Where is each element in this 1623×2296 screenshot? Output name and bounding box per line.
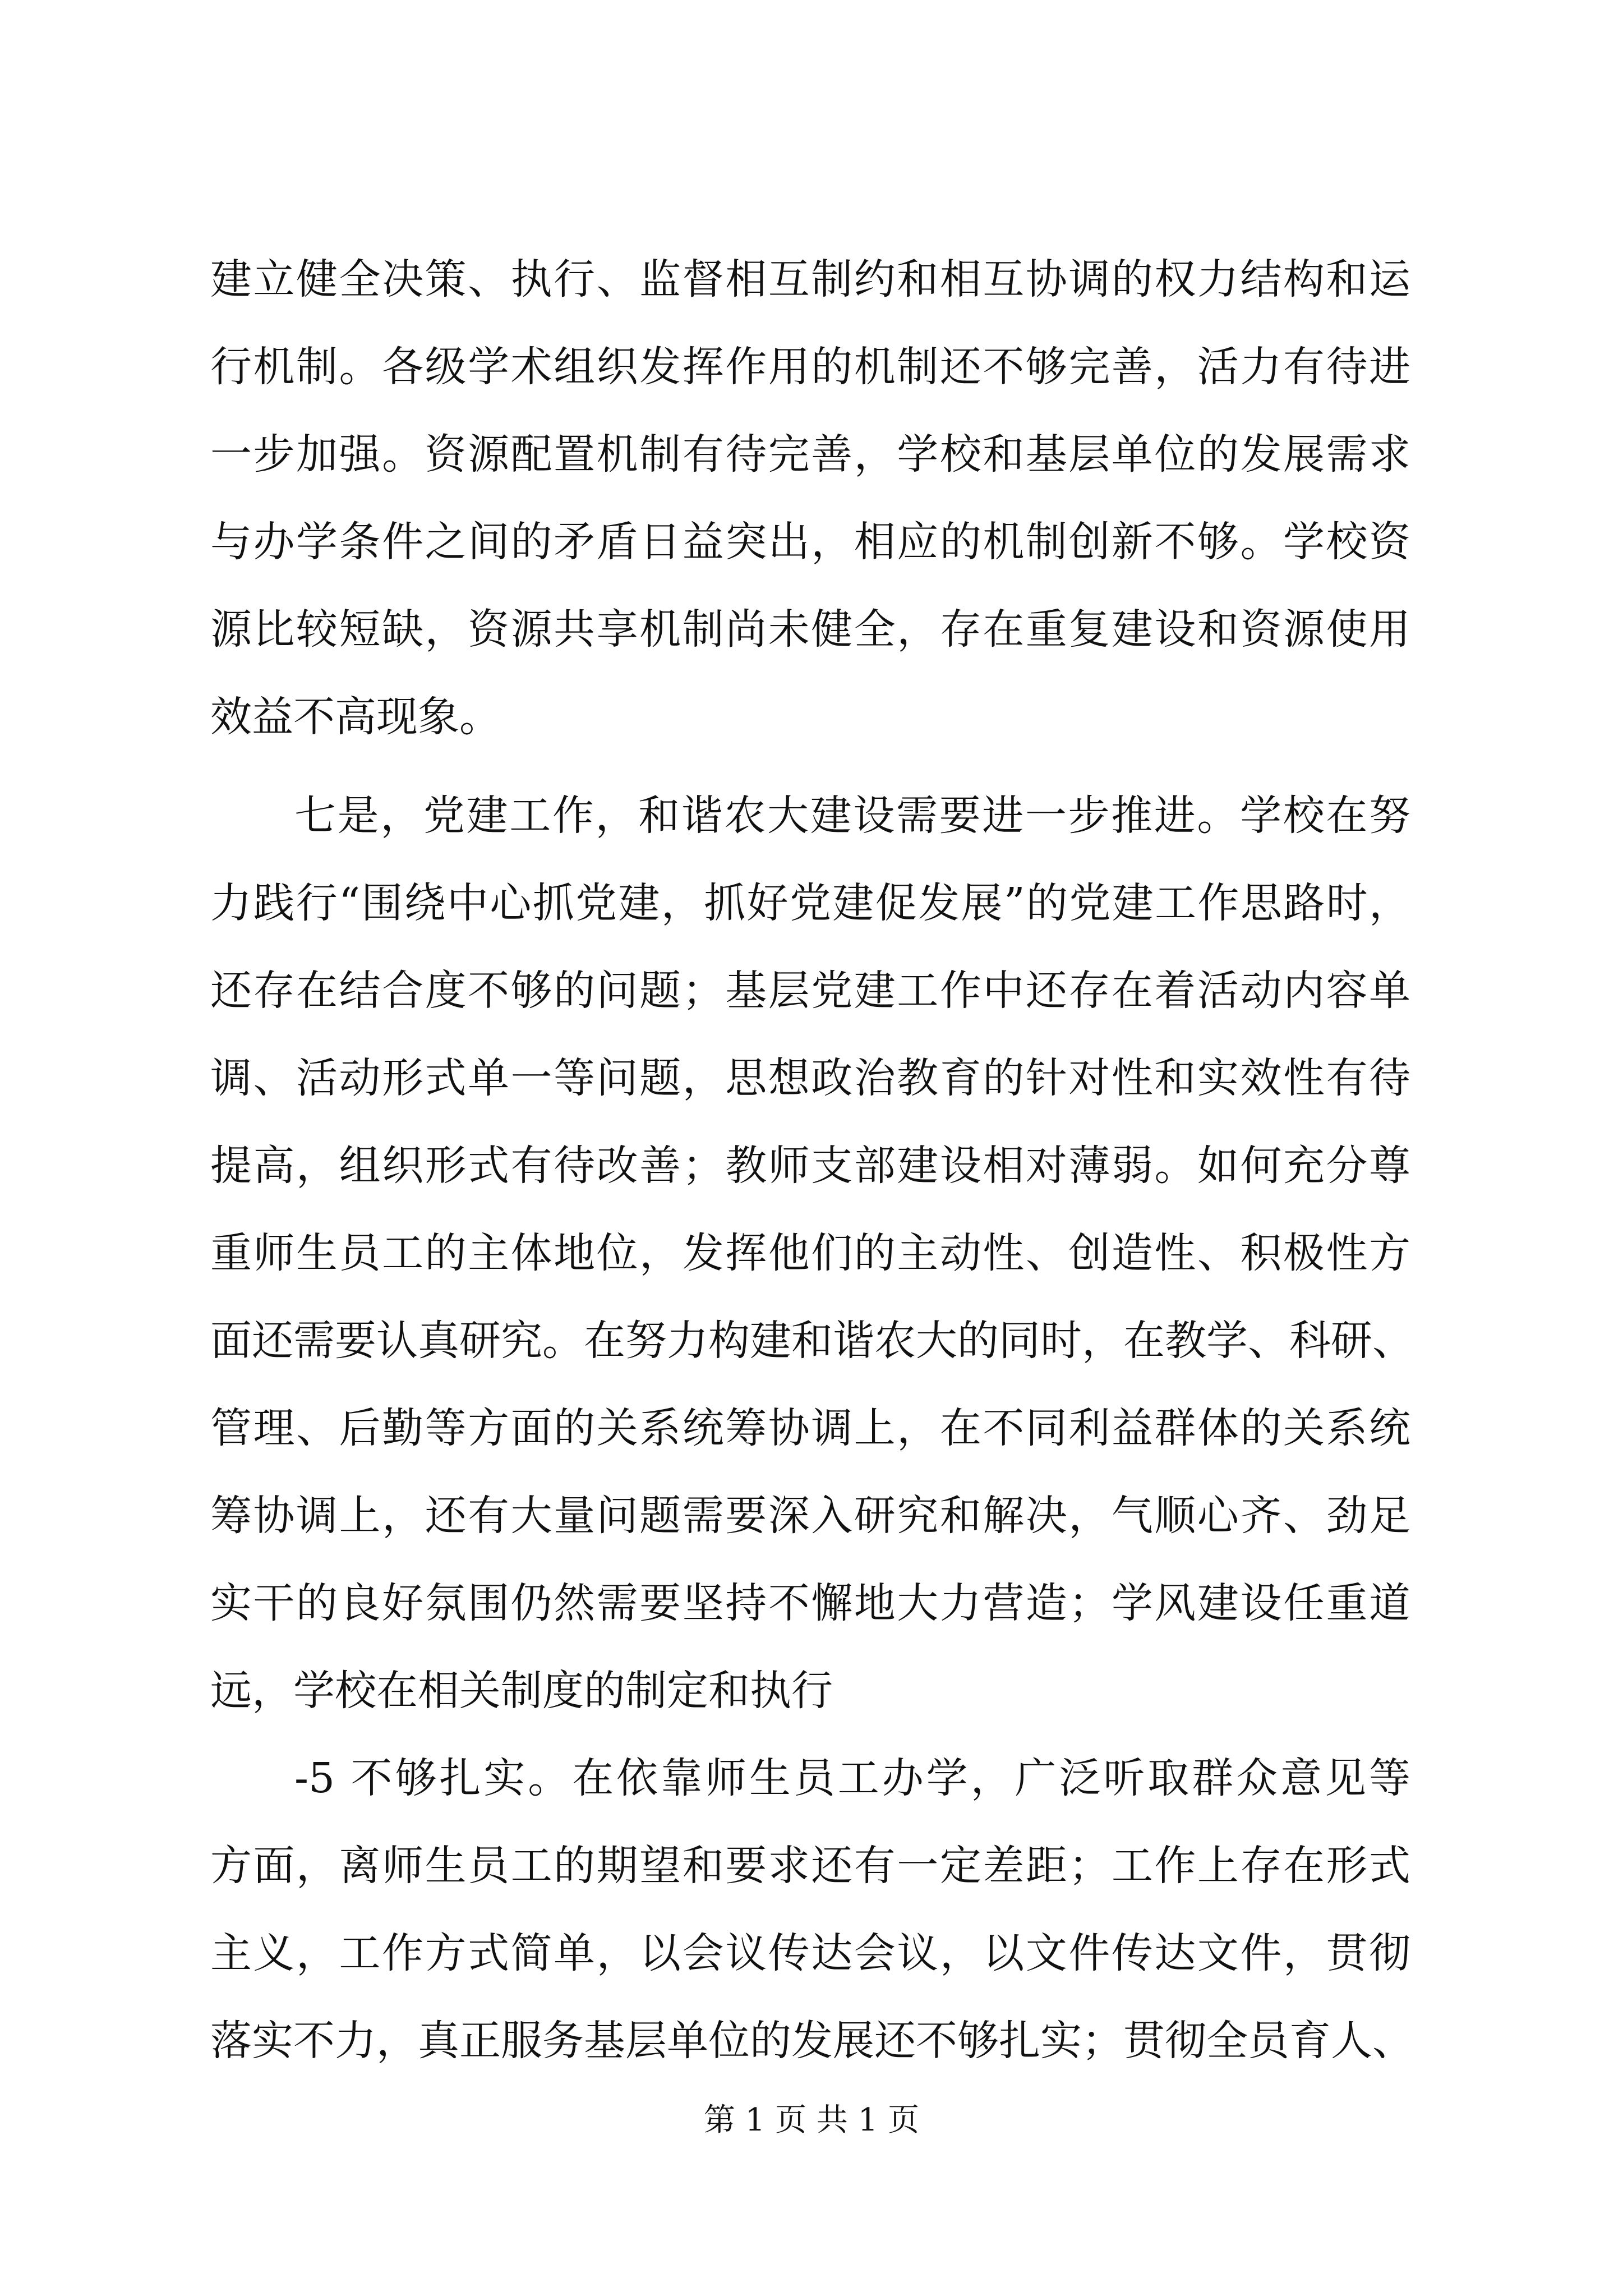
text-line: 效益不高现象。 (210, 693, 501, 741)
text-line: 主义，工作方式简单，以会议传达会议，以文件传达文件，贯彻 (210, 1929, 1410, 1977)
text-line: 调、活动形式单一等问题，思想政治教育的针对性和实效性有待 (210, 1054, 1410, 1102)
text-line: 远，学校在相关制度的制定和执行 (210, 1667, 833, 1715)
text-line: 实干的良好氛围仍然需要坚持不懈地大力营造；学风建设任重道 (210, 1579, 1410, 1627)
text-line: -5 不够扎实。在依靠师生员工办学，广泛听取群众意见等 (294, 1754, 1410, 1802)
text-line: 力践行“围绕中心抓党建，抓好党建促发展”的党建工作思路时， (210, 879, 1410, 927)
document-body (210, 236, 1414, 2085)
text-line: 行机制。各级学术组织发挥作用的机制还不够完善，活力有待进 (210, 343, 1410, 391)
text-line: 提高，组织形式有待改善；教师支部建设相对薄弱。如何充分尊 (210, 1142, 1410, 1190)
text-line: 与办学条件之间的矛盾日益突出，相应的机制创新不够。学校资 (210, 518, 1410, 566)
text-line: 落实不力，真正服务基层单位的发展还不够扎实；贯彻全员育人、 (210, 2017, 1414, 2065)
text-line: 七是，党建工作，和谐农大建设需要进一步推进。学校在努 (294, 792, 1410, 840)
text-line: 源比较短缺，资源共享机制尚未健全，存在重复建设和资源使用 (210, 605, 1410, 654)
text-line: 建立健全决策、执行、监督相互制约和相互协调的权力结构和运 (210, 255, 1410, 303)
text-line: 还存在结合度不够的问题；基层党建工作中还存在着活动内容单 (210, 967, 1410, 1015)
text-line: 管理、后勤等方面的关系统筹协调上，在不同利益群体的关系统 (210, 1404, 1410, 1452)
page-number: 第 1 页 共 1 页 (703, 2102, 920, 2138)
page-footer (0, 2098, 1623, 2143)
text-line: 筹协调上，还有大量问题需要深入研究和解决，气顺心齐、劲足 (210, 1492, 1410, 1540)
text-line: 一步加强。资源配置机制有待完善，学校和基层单位的发展需求 (210, 430, 1410, 478)
text-line: 面还需要认真研究。在努力构建和谐农大的同时，在教学、科研、 (210, 1317, 1414, 1365)
text-line: 重师生员工的主体地位，发挥他们的主动性、创造性、积极性方 (210, 1229, 1410, 1277)
text-line: 方面，离师生员工的期望和要求还有一定差距；工作上存在形式 (210, 1842, 1410, 1890)
